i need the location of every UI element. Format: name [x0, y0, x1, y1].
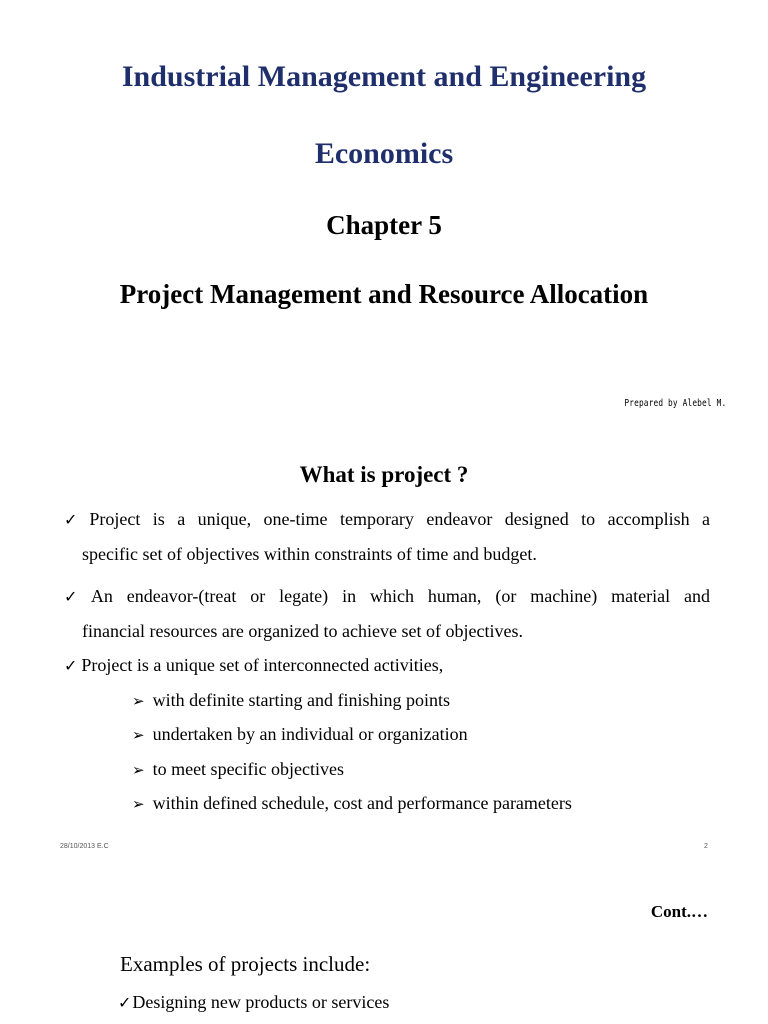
- checkmark-icon: ✓: [64, 510, 86, 529]
- sub-bullet-text: with definite starting and finishing points: [152, 690, 451, 710]
- title-slide: [0, 0, 768, 432]
- footer-date: 28/10/2013 E.C: [60, 843, 109, 850]
- sub-bullet-text: to meet specific objectives: [152, 759, 345, 779]
- bullet-item: [64, 648, 710, 683]
- bullet-line: [64, 502, 710, 537]
- slide-heading: What is project ?: [299, 462, 469, 487]
- arrow-bullet-icon: ➢: [132, 692, 145, 710]
- arrow-bullet-icon: ➢: [132, 726, 145, 744]
- continued-label: Cont.…: [650, 902, 708, 921]
- course-title-line2: Economics: [314, 137, 454, 170]
- sub-bullet-text: within defined schedule, cost and performance parameters: [152, 793, 572, 813]
- arrow-bullet-icon: ➢: [132, 795, 145, 813]
- bullet-text: An endeavor-(treat or legate) in which human, (or machine) material and: [90, 586, 711, 606]
- bullet-text: Project is a unique set of interconnected activities,: [81, 655, 444, 675]
- course-title-line1: Industrial Management and Engineering: [121, 60, 647, 93]
- example-item: [118, 992, 389, 1013]
- example-text: Designing new products or services: [132, 992, 390, 1012]
- bullet-item: [64, 502, 710, 571]
- checkmark-icon: ✓: [64, 656, 78, 675]
- examples-heading: Examples of projects include:: [120, 952, 371, 976]
- page-number: 2: [704, 843, 708, 850]
- chapter-title: Chapter 5: [326, 210, 442, 240]
- sub-bullet-item: [132, 717, 468, 752]
- bullet-line: [64, 579, 710, 614]
- sub-bullet-item: [132, 683, 450, 718]
- bullet-text-continued: specific set of objectives within constraints of time and budget.: [82, 544, 537, 564]
- bullet-line: [64, 648, 710, 683]
- bullet-item: [64, 579, 710, 648]
- prepared-by: Prepared by Alebel M.: [624, 398, 726, 409]
- bullet-text: Project is a unique, one-time temporary endeavor designed to accomplish a: [89, 509, 711, 529]
- chapter-subtitle: Project Management and Resource Allocation: [119, 279, 649, 309]
- arrow-bullet-icon: ➢: [132, 761, 145, 779]
- checkmark-icon: ✓: [118, 993, 132, 1012]
- sub-bullet-text: undertaken by an individual or organization: [152, 724, 468, 744]
- content-slide-examples: [0, 864, 768, 1024]
- content-slide-what-is-project: [0, 432, 768, 864]
- sub-bullet-item: [132, 786, 572, 821]
- sub-bullet-item: [132, 752, 344, 787]
- bullet-text-continued: financial resources are organized to achieve set of objectives.: [82, 621, 523, 641]
- checkmark-icon: ✓: [64, 587, 87, 606]
